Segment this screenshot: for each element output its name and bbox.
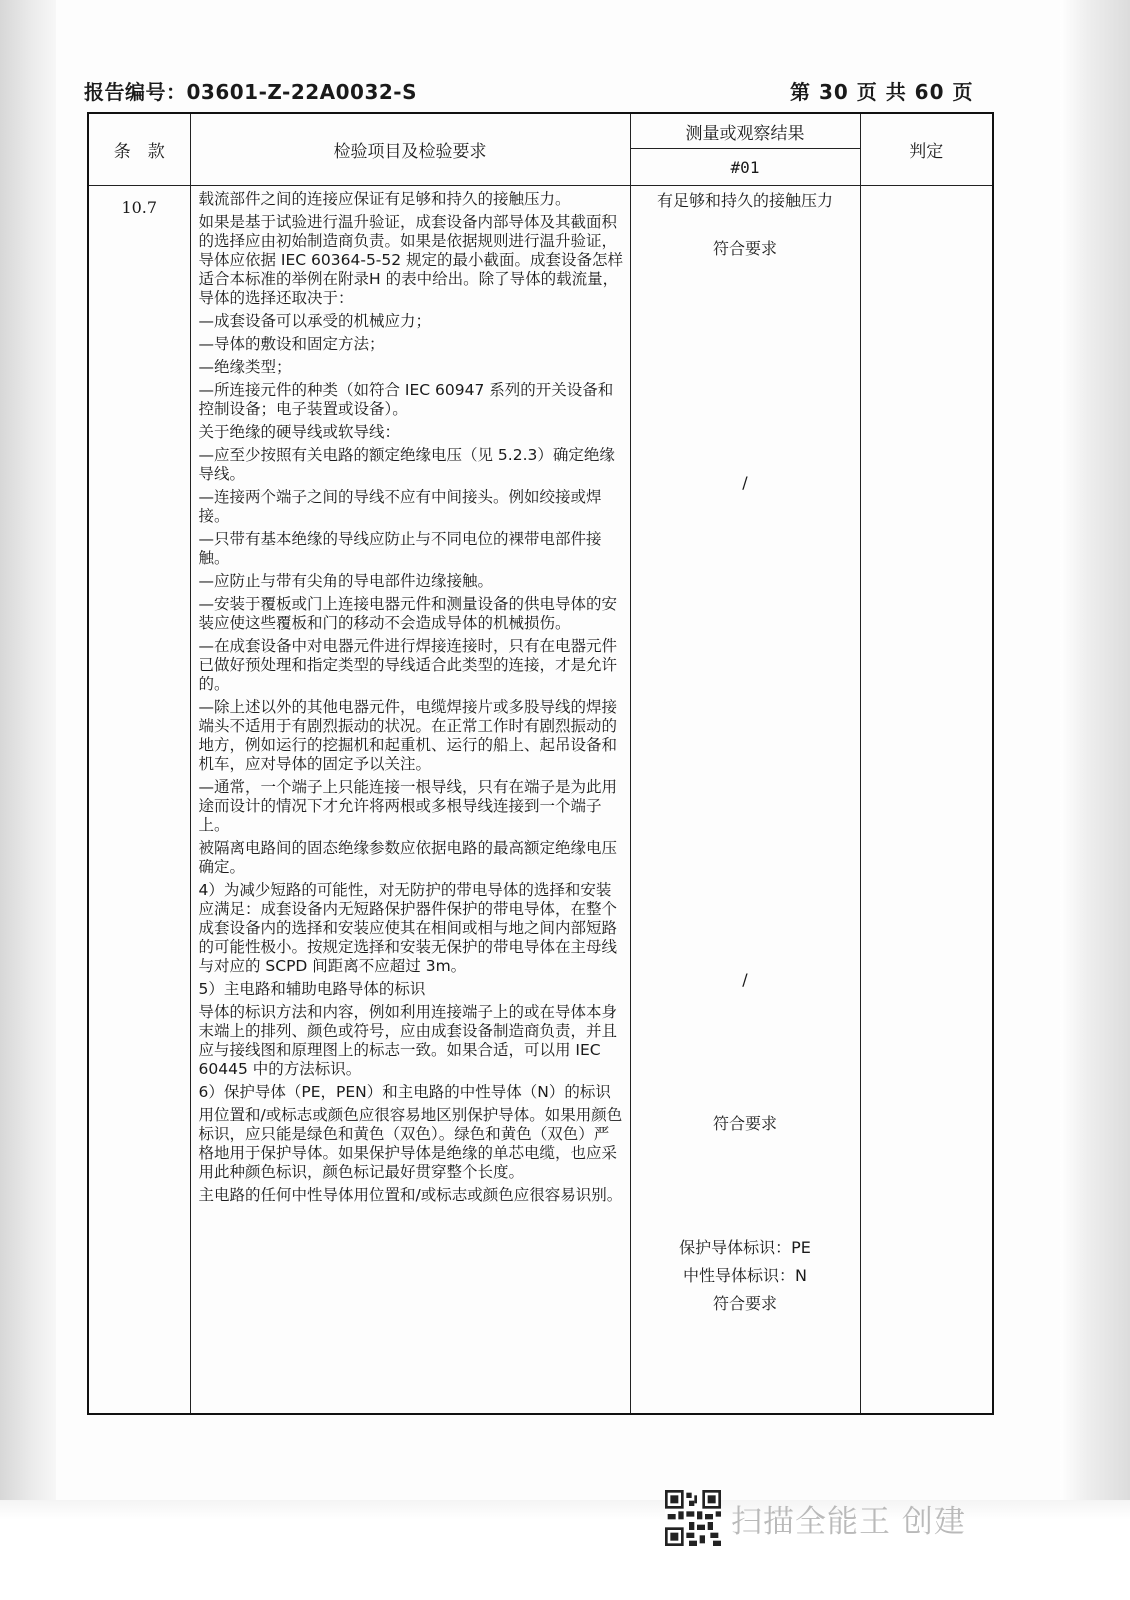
req-paragraph: —成套设备可以承受的机械应力； (198, 312, 432, 330)
req-paragraph: 关于绝缘的硬导线或软导线： (198, 423, 401, 441)
result-conformity: 符合要求 (712, 1294, 777, 1313)
verdict-cell (860, 186, 993, 1415)
qr-code-icon (665, 1490, 721, 1546)
header-clause: 条 款 (88, 113, 190, 186)
req-paragraph: —只带有基本绝缘的导线应防止与不同电位的裸带电部件接触。 (198, 530, 602, 567)
header-result: 测量或观察结果 (630, 113, 860, 149)
req-paragraph: —应至少按照有关电路的额定绝缘电压（见 5.2.3）确定绝缘导线。 (198, 446, 615, 483)
req-paragraph: 用位置和/或标志或颜色应很容易地区别保护导体。如果用颜色标识，应只能是绿色和黄色（双色）。绿色和黄色（双色）严格地用于保护导体。如果保护导体是绝缘的单芯电缆，也应采用此种颜色标识，颜色标记最好贯穿整个长度。 (198, 1106, 623, 1181)
req-paragraph: —连接两个端子之间的导线不应有中间接头。例如绞接或焊接。 (198, 488, 602, 525)
result-contact-pressure: 有足够和持久的接触压力 (656, 191, 833, 210)
page-number: 第 30 页 共 60 页 (790, 80, 974, 104)
scan-shadow-left (0, 0, 56, 1515)
result-pe-label: 保护导体标识：PE (679, 1238, 811, 1257)
req-paragraph: 4）为减少短路的可能性，对无防护的带电导体的选择和安装应满足：成套设备内无短路保护器件保护的带电导体，在整个成套设备内的选择和安装应使其在相间或相与地之间内部短路的可能性极小。按规定选择和安装无保护的带电导体在主母线与对应的 SCPD 间距离不应超过 3m。 (198, 881, 618, 975)
result-short-circuit: / (742, 970, 748, 989)
req-paragraph: 如果是基于试验进行温升验证，成套设备内部导体及其截面积的选择应由初始制造商负责。如果是依据规则进行温升验证，导体应依据 IEC 60364-5-52 规定的最小截面。成套设备怎样适合本标准的举例在附录H 的表中给出。除了导体的载流量，导体的选择还取决于： (198, 213, 624, 307)
req-paragraph: 6）保护导体（PE，PEN）和主电路的中性导体（N）的标识 (198, 1083, 611, 1101)
result-identification: 符合要求 (712, 1114, 777, 1133)
requirement-text (190, 186, 630, 1415)
inspection-table (87, 112, 994, 1415)
req-paragraph: 载流部件之间的连接应保证有足够和持久的接触压力。 (198, 190, 571, 208)
req-paragraph: —除上述以外的其他电器元件，电缆焊接片或多股导线的焊接端头不适用于有剧烈振动的状况。在正常工作时有剧烈振动的地方，例如运行的挖掘机和起重机、运行的船上、起吊设备和机车，应对导体的固定予以关注。 (198, 698, 618, 773)
header-verdict: 判定 (860, 113, 993, 186)
req-paragraph: 被隔离电路间的固态绝缘参数应依据电路的最高额定绝缘电压确定。 (198, 839, 618, 876)
header-item: 检验项目及检验要求 (190, 113, 630, 186)
req-paragraph: —所连接元件的种类（如符合 IEC 60947 系列的开关设备和控制设备；电子装置或设备）。 (198, 381, 614, 418)
req-paragraph: —绝缘类型； (198, 358, 292, 376)
req-paragraph: —导体的敷设和固定方法； (198, 335, 385, 353)
result-n-label: 中性导体标识：N (683, 1266, 807, 1285)
scan-shadow-right (1060, 0, 1130, 1515)
req-paragraph: 主电路的任何中性导体用位置和/或标志或颜色应很容易识别。 (198, 1186, 623, 1204)
result-temp-rise: 符合要求 (712, 239, 777, 258)
req-paragraph: 5）主电路和辅助电路导体的标识 (198, 980, 426, 998)
watermark-text: 扫描全能王 创建 (731, 1503, 966, 1540)
req-paragraph: —安装于覆板或门上连接电器元件和测量设备的供电导体的安装应使这些覆板和门的移动不会造成导体的机械损伤。 (198, 595, 618, 632)
req-paragraph: —在成套设备中对电器元件进行焊接连接时，只有在电器元件已做好预处理和指定类型的导线适合此类型的连接，才是允许的。 (198, 637, 618, 693)
req-paragraph: 导体的标识方法和内容，例如利用连接端子上的或在导体本身末端上的排列、颜色或符号，应由成套设备制造商负责，并且应与接线图和原理图上的标志一致。如果合适，可以用 IEC 60445 中的方法标识。 (198, 1003, 618, 1078)
req-paragraph: —应防止与带有尖角的导电部件边缘接触。 (198, 572, 494, 590)
report-number: 报告编号：03601-Z-22A0032-S (84, 80, 418, 104)
scanner-watermark (665, 1488, 966, 1548)
header-sample-id: #01 (630, 149, 860, 186)
result-cell (630, 186, 860, 1415)
req-paragraph: —通常，一个端子上只能连接一根导线，只有在端子是为此用途而设计的情况下才允许将两根或多根导线连接到一个端子上。 (198, 778, 618, 834)
result-insulated-wire: / (742, 473, 748, 492)
clause-number: 10.7 (88, 186, 190, 1415)
